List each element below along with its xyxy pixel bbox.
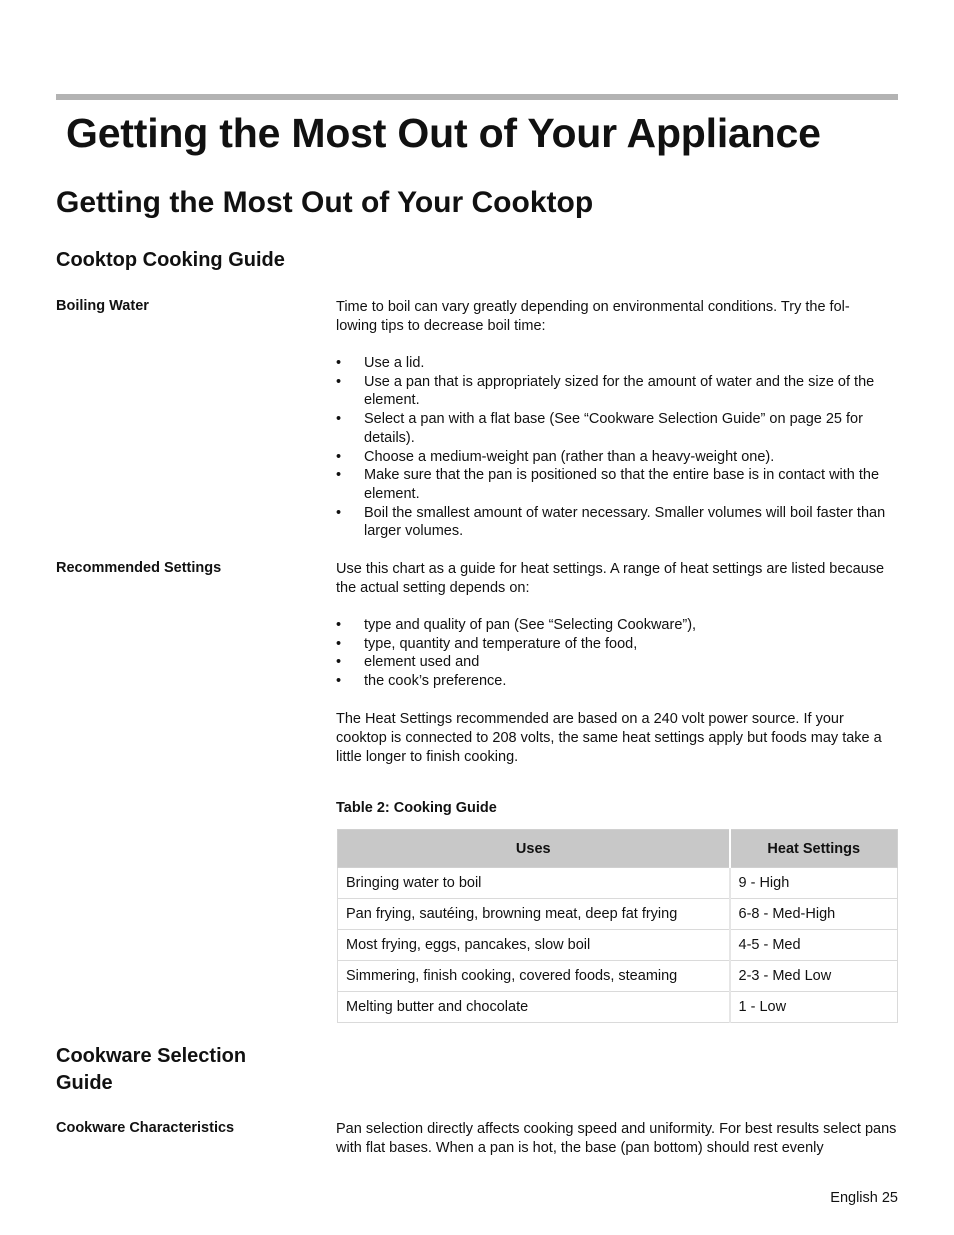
subsection-title: Cooktop Cooking Guide <box>56 249 285 271</box>
table-cell-use: Most frying, eggs, pancakes, slow boil <box>338 930 730 961</box>
bullet-icon: • <box>336 355 342 371</box>
table-cell-setting: 6-8 - Med-High <box>730 899 898 930</box>
boiling-water-label: Boiling Water <box>56 298 149 314</box>
table-cell-use: Bringing water to boil <box>338 868 730 899</box>
table-caption: Table 2: Cooking Guide <box>336 800 497 816</box>
cooking-guide-table <box>337 829 898 1023</box>
table-cell-use: Simmering, finish cooking, covered foods, steaming <box>338 961 730 992</box>
boiling-water-intro-line1: Time to boil can vary greatly depending on environmental conditions. Try the fol- <box>336 299 850 315</box>
table-cell-setting: 2-3 - Med Low <box>730 961 898 992</box>
table-header-row <box>338 830 898 868</box>
bullet-icon: • <box>336 373 342 390</box>
bullet-icon: • <box>336 504 342 521</box>
list-item: • Boil the smallest amount of water necessary. Smaller volumes will boil faster than larger volumes. <box>336 504 886 540</box>
table-cell-setting: 4-5 - Med <box>730 930 898 961</box>
voltage-note: The Heat Settings recommended are based on a 240 volt power source. If your cooktop is connected to 208 volts, the same heat settings apply but foods may take a little longer to finish cooking. <box>336 711 882 765</box>
list-item: • element used and <box>336 654 480 671</box>
bullet-icon: • <box>336 673 342 690</box>
cookware-characteristics-label: Cookware Characteristics <box>56 1120 235 1136</box>
list-item: • Use a lid. <box>336 355 425 371</box>
bullet-icon: • <box>336 654 342 671</box>
page-footer: English 25 <box>830 1190 898 1206</box>
bullet-icon: • <box>336 635 342 652</box>
table-row <box>338 992 898 1023</box>
list-item: • Use a pan that is appropriately sized for the amount of water and the size of the element. <box>336 373 875 409</box>
boiling-water-tips <box>336 354 898 541</box>
list-item: • type and quality of pan (See “Selecting Cookware”), <box>336 617 697 633</box>
list-item: • Select a pan with a flat base (See “Cookware Selection Guide” on page 25 for details). <box>336 411 863 446</box>
table-row <box>338 899 898 930</box>
table-row <box>338 868 898 899</box>
table-row <box>338 930 898 961</box>
table-cell-setting: 9 - High <box>730 868 898 899</box>
top-rule <box>56 94 898 100</box>
bullet-icon: • <box>336 448 342 465</box>
recommended-settings-label: Recommended Settings <box>56 560 222 576</box>
list-item: • Choose a medium-weight pan (rather than a heavy-weight one). <box>336 448 775 465</box>
boiling-water-intro-line2: lowing tips to decrease boil time: <box>336 318 546 334</box>
cookware-selection-title: Cookware Selection Guide <box>56 1045 247 1094</box>
column-header-heat-settings: Heat Settings <box>730 830 898 868</box>
list-item: • Make sure that the pan is positioned so that the entire base is in contact with the element. <box>336 467 880 502</box>
table-cell-setting: 1 - Low <box>730 992 898 1023</box>
page-title: Getting the Most Out of Your Appliance <box>66 110 821 156</box>
bullet-icon: • <box>336 467 342 484</box>
table-row <box>338 961 898 992</box>
bullet-icon: • <box>336 617 342 633</box>
table-cell-use: Pan frying, sautéing, browning meat, deep fat frying <box>338 899 730 930</box>
cookware-characteristics-text: Pan selection directly affects cooking speed and uniformity. For best results select pans with flat bases. When a pan is hot, the base (pan bottom) should rest evenly <box>336 1121 897 1156</box>
recommended-settings-intro: Use this chart as a guide for heat settings. A range of heat settings are listed because the actual setting depends on: <box>336 561 885 596</box>
bullet-icon: • <box>336 411 342 428</box>
table-cell-use: Melting butter and chocolate <box>338 992 730 1023</box>
list-item: • type, quantity and temperature of the food, <box>336 635 638 652</box>
list-item: • the cook’s preference. <box>336 673 507 690</box>
column-header-uses: Uses <box>338 830 730 868</box>
section-title: Getting the Most Out of Your Cooktop <box>56 186 594 219</box>
boiling-water-intro <box>336 298 898 336</box>
recommended-settings-factors <box>336 616 898 691</box>
